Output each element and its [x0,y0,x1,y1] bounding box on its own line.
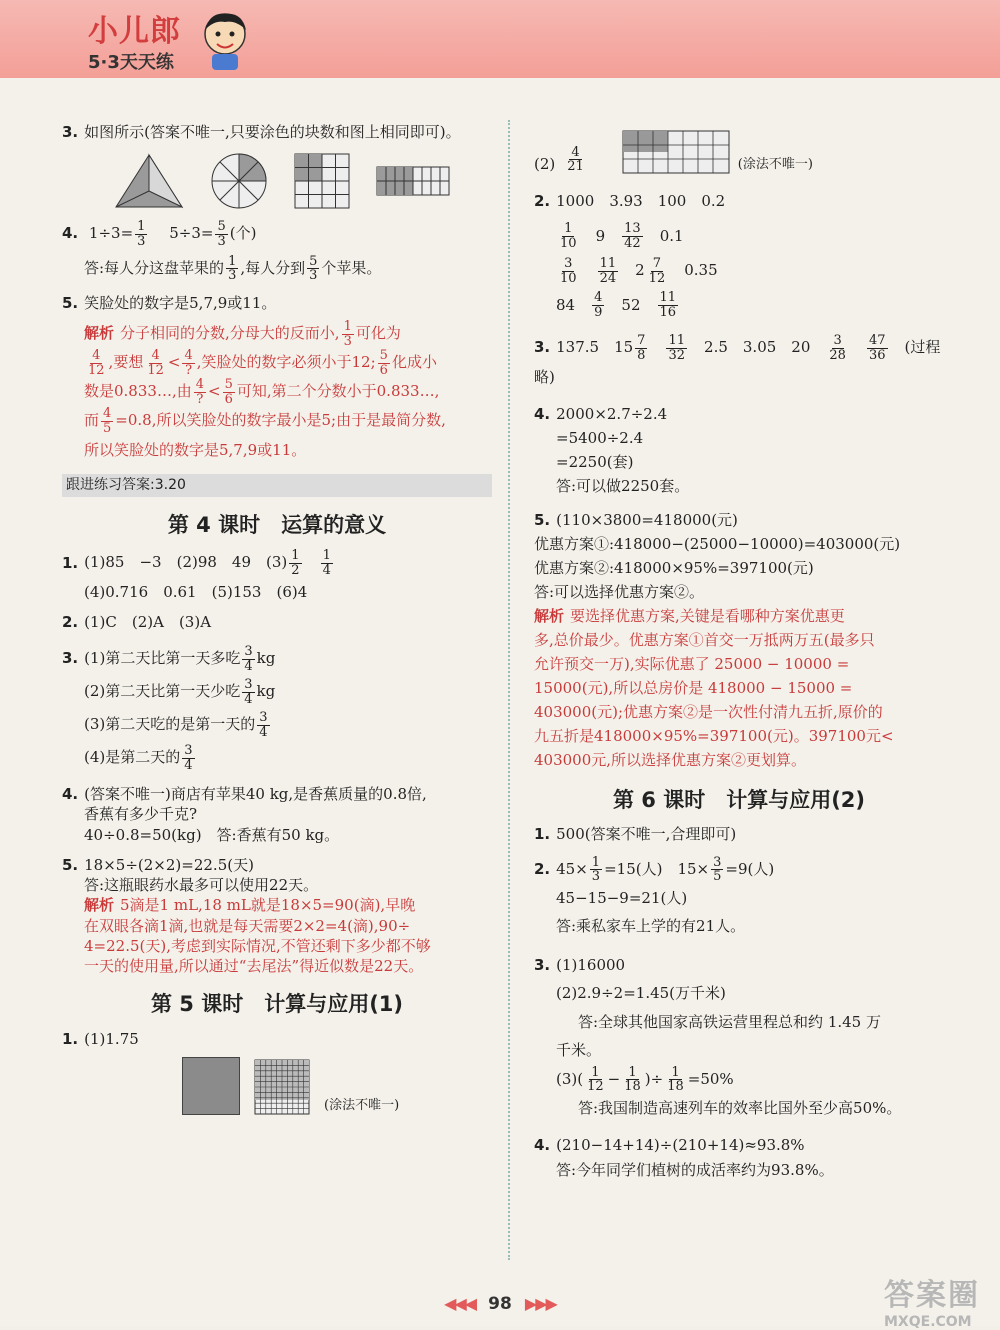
fraction: $\frac{5}{3}$ [309,253,318,284]
explanation: 解析 要选择优惠方案,关键是看哪种方案优惠更 多,总价最少。优惠方案①首交一万抵两万五(最多只 允许预交一万),实际优惠了 25000 − 10000 = 15000(元),所以总房价是 418000 − 15000 = 403000(元);优惠方案②是一次性付清九五折,原价的 九五折是418000×95%=397100(元)。397100元< 403000元,所以选择优惠方案②更划算。 [534,607,894,770]
right-question-5: 5. (110×3800=418000(元) 优惠方案①:418000−(25000−10000)=403000(元) 优惠方案②:418000×95%=397100(元) 答:可以选择优惠方案②。 解析 要选择优惠方案,关键是看哪种方案优惠更 多,总价最少。优惠方案①首交一万抵两万五(最多只 允许预交一万),实际优惠了 25000 − 10000 = 15000(元),所以总房价是 418000 − 15000 = 403000(元);优惠方案②是一次性付清九五折,原价的 九五折是418000×95%=397100(元)。397100元< 403000元,所以选择优惠方案②更划算。 [534,508,944,772]
follow-up-answer: 跟进练习答案:3.20 [62,474,492,497]
circle-figure [210,152,268,210]
header-banner [0,0,1000,78]
lesson4-question-3: 3. (1)第二天比第一天多吃 $\frac{3}{4}$ kg (2)第二天比第一天少吃 $\frac{3}{4}$ kg (3)第二天吃的是第一天的 $\frac{3}{4}$ (4)是第二天的 $\frac{3}{4}$ [62,644,276,773]
question-5: 5. 笑脸处的数字是5,7,9或11。 解析 分子相同的分数,分母大的反而小, $\frac{1}{3}$ 可化为 $\frac{4}{12}$ ,要想 $\frac{4}{12}$ < $\frac{4}{?}$ ,笑脸处的数字必须小于12; $\frac{5}{6}$ 化成小 数是0.833…,由 $\frac{4}{?}$ < $\frac{5}{6}$ 可知,第二个分数小于0.833…, 而 $\frac{4}{5}$ =0.8,所以笑脸处的数字最小是5;由于是最简分数, 所以笑脸处的数字是5,7,9或11。 [62,293,492,464]
grid-square-figure [294,153,350,209]
fraction: $\frac{1}{3}$ [137,219,146,249]
page-footer [0,1294,1000,1314]
page-number: 98 [488,1294,512,1314]
next-arrows-icon: ▶▶▶ [524,1294,556,1313]
lesson4-question-2: 2. (1)C (2)A (3)A [62,612,212,631]
right-question-1-2: (2) $\frac{4}{21}$ (涂法不唯一) [534,130,944,174]
lesson6-question-2: 2. 45× $\frac{1}{3}$ =15(人) 15× $\frac{3}{5}$ =9(人) 45−15−9=21(人) 答:乘私家车上学的有21人。 [534,854,775,936]
right-question-3: 3. 137.5 15 $\frac{7}{8}$ $\frac{11}{32}$ 2.5 3.05 20 $\frac{3}{28}$ $\frac{47}{36}$ (过程 略) [534,332,941,387]
triangle-figure [114,153,184,209]
brand-logo [88,6,181,74]
shape-figures [114,152,492,210]
fraction-grid-figure [622,130,730,174]
lesson4-question-1: 1. (1)85 −3 (2)98 49 (3) $\frac{1}{2}$ $\frac{1}{4}$ (4)0.716 0.61 (5)153 (6)4 [62,548,331,601]
column-divider [508,120,510,1260]
brand-name: 小儿郎 [88,14,181,49]
lesson6-question-1: 1. 500(答案不唯一,合理即可) [534,825,737,844]
section-title-lesson-4: 第 4 课时 运算的意义 [167,513,387,538]
fraction: $\frac{5}{3}$ [217,219,226,249]
lesson5-question-1: 1. (1)1.75 (涂法不唯一) [62,1029,400,1114]
right-question-2: 2. 1000 3.93 100 0.2 $\frac{1}{10}$ 9 $\frac{13}{42}$ 0.1 $\frac{3}{10}$ $\frac{11}{24}$ 2 $\frac{7}{12}$ 0.35 84 $\frac{4}{9}$ 52 $\frac{11}{16}$ [534,192,726,320]
question-3: 3. 如图所示(答案不唯一,只要涂色的块数和图上相同即可)。 [62,123,461,141]
mascot-icon [196,8,254,72]
explanation: 解析 5滴是1 mL,18 mL就是18×5=90(滴),早晚 在双眼各滴1滴,也就是每天需要2×2=4(滴),90÷ 4=22.5(天),考虑到实际情况,不管还剩下多少都不够 一天的使用量,所以通过“去尾法”得近似数是22天。 [84,896,431,976]
right-question-4: 4. 2000×2.7÷2.4 =5400÷2.4 =2250(套) 答:可以做2250套。 [534,405,690,496]
lesson4-question-4: 4. (答案不唯一)商店有苹果40 kg,是香蕉质量的0.8倍, 香蕉有多少千克? 40÷0.8=50(kg) 答:香蕉有50 kg。 [62,785,427,844]
explanation: 解析 分子相同的分数,分母大的反而小, $\frac{1}{3}$ 可化为 $\frac{4}{12}$ ,要想 $\frac{4}{12}$ < $\frac{4}{?}$ ,笑脸处的数字必须小于12; $\frac{5}{6}$ 化成小 数是0.833…,由 $\frac{4}{?}$ < $\frac{5}{6}$ 可知,第二个分数小于0.833…, 而 $\frac{4}{5}$ =0.8,所以笑脸处的数字最小是5;由于是最简分数, 所以笑脸处的数字是5,7,9或11。 [84,318,446,459]
question-4: 4. 1÷3= $\frac{1}{3}$ 5÷3= $\frac{5}{3}$ (个) 答:每人分这盘苹果的 $\frac{1}{3}$ ,每人分到 $\frac{5}{3}$ 个苹果。 [62,219,382,284]
shaded-square-figure [182,1057,240,1115]
right-column [534,130,944,1194]
lesson4-question-5: 5. 18×5÷(2×2)=22.5(天) 答:这瓶眼药水最多可以使用22天。 解析 5滴是1 mL,18 mL就是18×5=90(滴),早晚 在双眼各滴1滴,也就是每天需要2×2=4(滴),90÷ 4=22.5(天),考虑到实际情况,不管还剩下多少都不够 一天的使用量,所以通过“去尾法”得近似数是22天。 [62,855,492,977]
lesson6-question-4: 4. (210−14+14)÷(210+14)≈93.8% 答:今年同学们植树的成活率约为93.8%。 [534,1135,834,1180]
rectangle-strip-figure [376,166,450,196]
watermark: 答案圈 MXQE.COM [884,1278,980,1330]
hundred-grid-figure [254,1059,310,1115]
series-name: 5·3天天练 [88,52,174,73]
fraction: $\frac{1}{3}$ [228,253,237,284]
left-column [62,122,492,1125]
prev-arrows-icon: ◀◀◀ [444,1294,476,1313]
lesson6-question-3: 3. (1)16000 (2)2.9÷2=1.45(万千米) 答:全球其他国家高铁运营里程总和约 1.45 万 千米。 (3)( $\frac{1}{12}$ − $\frac{1}{18}$ )÷ $\frac{1}{18}$ =50% 答:我国制造高速列车的效率比国外至少高50%。 [534,955,902,1118]
section-title-lesson-6: 第 6 课时 计算与应用(2) [612,788,866,813]
section-title-lesson-5: 第 5 课时 计算与应用(1) [150,992,404,1017]
